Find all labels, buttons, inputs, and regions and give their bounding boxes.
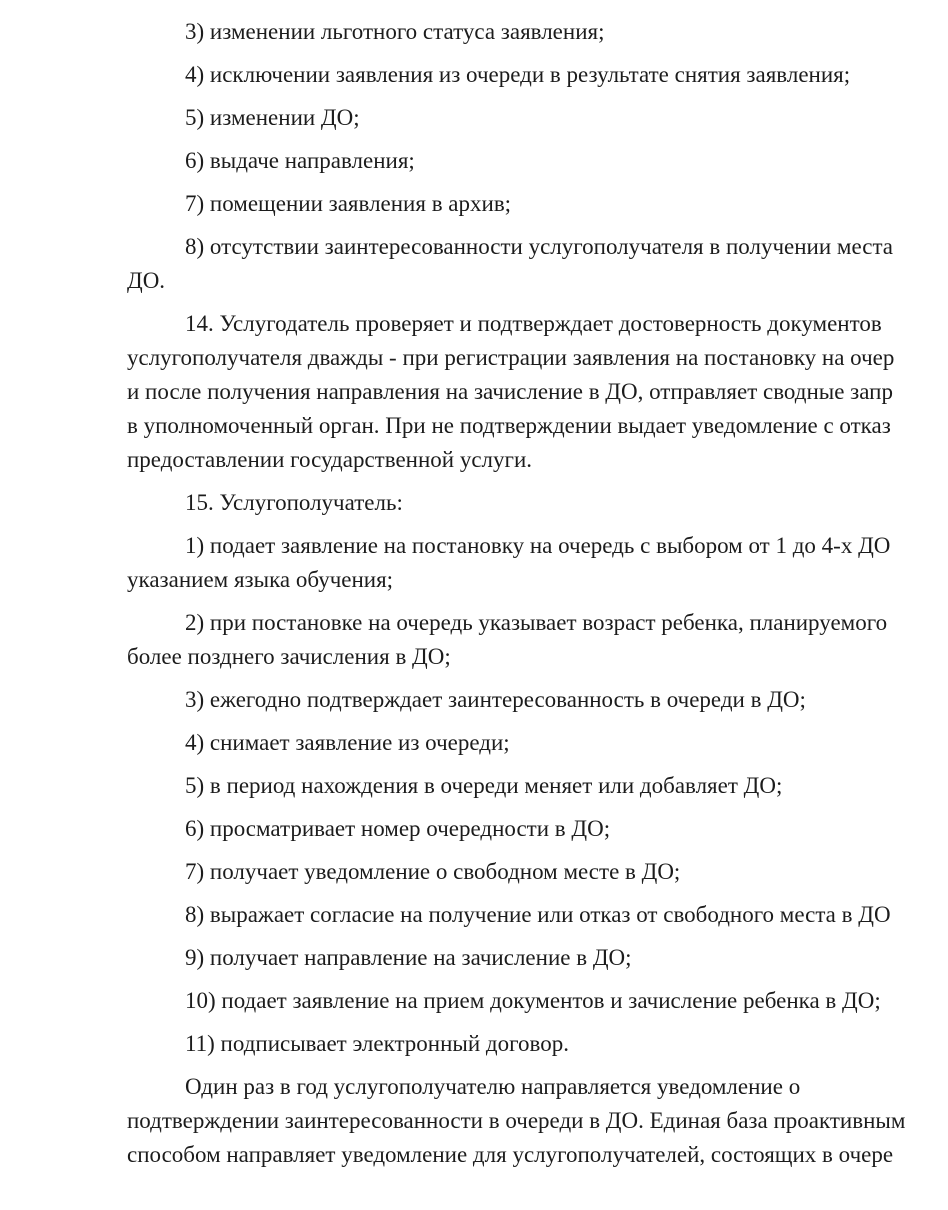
document-line: и после получения направления на зачисление в ДО, отправляет сводные запр	[127, 379, 893, 404]
paragraph	[127, 1070, 948, 1172]
document-line: 8) выражает согласие на получение или отказ от свободного места в ДО	[185, 902, 891, 927]
document-line: 8) отсутствии заинтересованности услугополучателя в получении места	[185, 234, 894, 259]
document-line: 4) снимает заявление из очереди;	[185, 730, 510, 755]
paragraph	[127, 230, 948, 298]
paragraph	[127, 855, 948, 889]
document-line: 6) выдаче направления;	[185, 148, 415, 173]
document-line: 6) просматривает номер очередности в ДО;	[185, 816, 611, 841]
paragraph	[127, 606, 948, 674]
paragraph	[127, 941, 948, 975]
document-line: подтверждении заинтересованности в очереди в ДО. Единая база проактивным	[127, 1108, 906, 1133]
paragraph	[127, 529, 948, 597]
paragraph	[127, 187, 948, 221]
paragraph	[127, 726, 948, 760]
paragraph	[127, 15, 948, 49]
document-line: 1) подает заявление на постановку на очередь с выбором от 1 до 4-х ДО	[185, 533, 891, 558]
paragraph	[127, 144, 948, 178]
document-line: 7) получает уведомление о свободном месте в ДО;	[185, 859, 681, 884]
document-line: услугополучателя дважды - при регистрации заявления на постановку на очер	[127, 345, 895, 370]
document-line: способом направляет уведомление для услугополучателей, состоящих в очере	[127, 1142, 894, 1167]
document-line: 3) ежегодно подтверждает заинтересованность в очереди в ДО;	[185, 687, 806, 712]
paragraph	[127, 769, 948, 803]
document-line: указанием языка обучения;	[127, 567, 394, 592]
paragraph	[127, 683, 948, 717]
paragraph	[127, 898, 948, 932]
document-line: 15. Услугополучатель:	[185, 490, 403, 515]
document-line: ДО.	[127, 268, 166, 293]
document-line: предоставлении государственной услуги.	[127, 447, 533, 472]
document-line: 11) подписывает электронный договор.	[185, 1031, 569, 1056]
document-line: 7) помещении заявления в архив;	[185, 191, 512, 216]
document-line: 4) исключении заявления из очереди в результате снятия заявления;	[185, 62, 851, 87]
document-line: 2) при постановке на очередь указывает возраст ребенка, планируемого	[185, 610, 888, 635]
document-line: в уполномоченный орган. При не подтверждении выдает уведомление с отказ	[127, 413, 891, 438]
paragraph	[127, 812, 948, 846]
paragraph	[127, 58, 948, 92]
document-body	[127, 15, 948, 1172]
document-line: 14. Услугодатель проверяет и подтверждает достоверность документов	[185, 311, 882, 336]
document-line: 10) подает заявление на прием документов и зачисление ребенка в ДО;	[185, 988, 881, 1013]
paragraph	[127, 307, 948, 477]
document-line: 5) изменении ДО;	[185, 105, 360, 130]
document-line: Один раз в год услугополучателю направляется уведомление о	[185, 1074, 801, 1099]
document-line: 3) изменении льготного статуса заявления;	[185, 19, 605, 44]
paragraph	[127, 984, 948, 1018]
paragraph	[127, 486, 948, 520]
document-line: 5) в период нахождения в очереди меняет или добавляет ДО;	[185, 773, 783, 798]
paragraph	[127, 1027, 948, 1061]
paragraph	[127, 101, 948, 135]
document-line: 9) получает направление на зачисление в ДО;	[185, 945, 632, 970]
document-line: более позднего зачисления в ДО;	[127, 644, 451, 669]
